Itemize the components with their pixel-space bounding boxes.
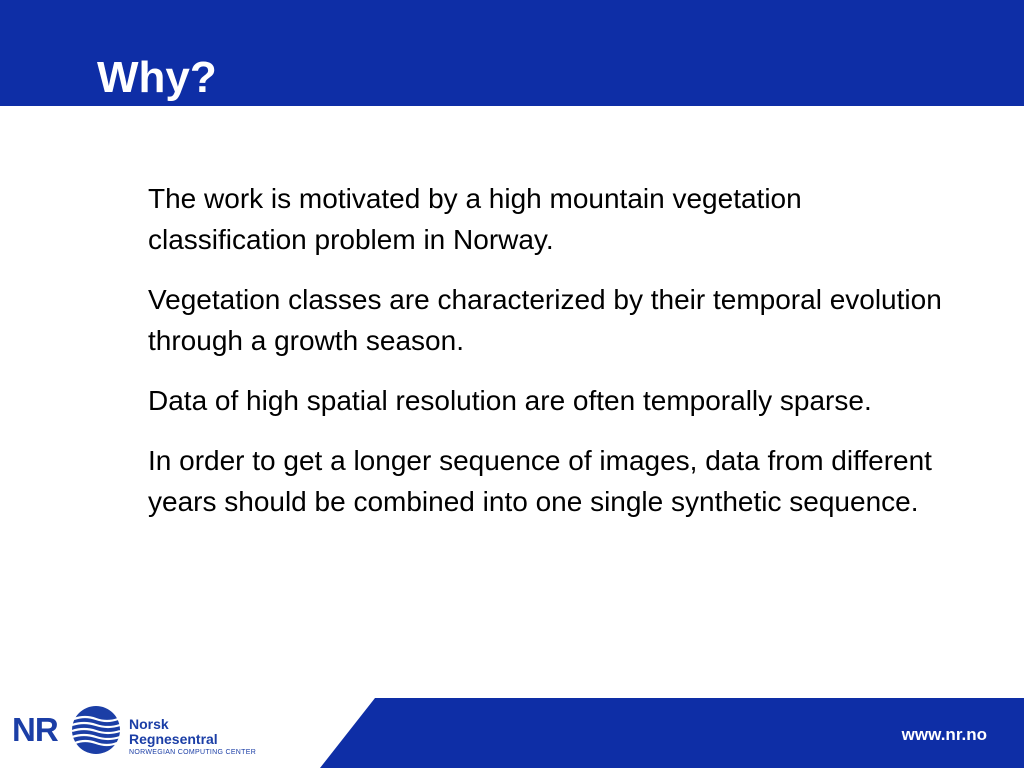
logo-name-norsk: Norsk [129,716,169,732]
logo-name-regnesentral: Regnesentral [129,731,218,747]
wave-globe-icon [68,704,124,756]
paragraph-sparse-data: Data of high spatial resolution are often temporally sparse. [148,385,872,416]
slide-title: Why? [97,53,217,102]
paragraph-motivation: The work is motivated by a high mountain vegetation classification problem in Norway. [148,183,802,255]
logo-subtitle: NORWEGIAN COMPUTING CENTER [129,749,257,756]
logo-initials: NR [12,711,58,748]
paragraph-synthetic-sequence: In order to get a longer sequence of images, data from different years should be combined into one single synthetic sequence. [148,445,932,517]
paragraph-vegetation-classes: Vegetation classes are characterized by their temporal evolution through a growth season. [148,284,942,356]
website-url: www.nr.no [901,725,987,744]
slide-body [148,178,948,541]
